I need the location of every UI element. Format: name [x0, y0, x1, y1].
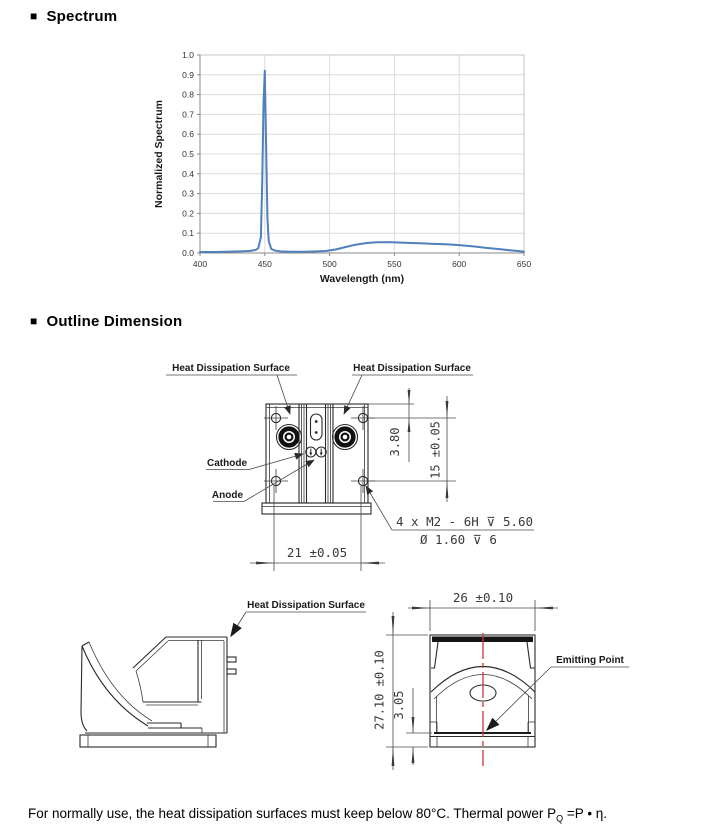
mount-lens-left — [277, 425, 302, 450]
y-tick-label: 0.2 — [182, 208, 194, 219]
y-tick-label: 1.0 — [182, 50, 194, 60]
y-tick-label: 0.1 — [182, 228, 194, 239]
cathode-label: Cathode — [207, 458, 247, 469]
heat-dissipation-label-left: Heat Dissipation Surface — [172, 363, 290, 374]
outline-heading-text: Outline Dimension — [46, 313, 183, 330]
thread-note-line1: 4 x M2 - 6H ⊽ 5.60 — [396, 514, 534, 529]
x-tick-label: 600 — [452, 259, 467, 269]
outline-dimension-drawing — [0, 350, 720, 795]
x-tick-label: 500 — [322, 259, 337, 269]
footer-subscript: Q — [556, 813, 564, 824]
y-tick-label: 0.6 — [182, 129, 194, 140]
square-bullet-icon: ■ — [30, 314, 38, 328]
dim-26: 26 ±0.10 — [452, 590, 514, 605]
x-axis-title: Wavelength (nm) — [319, 273, 405, 285]
mount-lens-right — [333, 425, 358, 450]
center-slot — [311, 414, 323, 440]
footer-text: For normally use, the heat dissipation surfaces must keep below 80°C. Thermal power P — [28, 806, 557, 821]
x-tick-label: 550 — [387, 259, 402, 269]
front-view-annotations — [166, 363, 534, 571]
y-axis-title: Normalized Spectrum — [153, 100, 165, 208]
dim-3-80: 3.80 — [388, 427, 402, 457]
spectrum-chart — [148, 42, 540, 294]
heat-dissipation-label-right: Heat Dissipation Surface — [353, 363, 471, 374]
y-tick-label: 0.5 — [182, 149, 194, 159]
dim-21: 21 ±0.05 — [286, 545, 348, 560]
end-view — [373, 590, 630, 770]
side-view — [80, 600, 366, 747]
y-tick-label: 0.8 — [182, 89, 194, 100]
dim-15: 15 ±0.05 — [428, 421, 443, 479]
y-tick-label: 0.0 — [182, 248, 194, 258]
y-tick-label: 0.4 — [182, 168, 194, 179]
x-tick-label: 400 — [192, 259, 208, 269]
footer-text-end: =P • η. — [563, 806, 608, 821]
footer-note — [28, 806, 708, 824]
anode-label: Anode — [211, 490, 243, 501]
electrode-pins — [306, 447, 326, 457]
spectrum-curve — [200, 71, 524, 252]
thread-note-line2: Ø 1.60 ⊽ 6 — [420, 532, 497, 547]
y-tick-label: 0.7 — [182, 109, 194, 120]
spectrum-heading-text: Spectrum — [46, 8, 118, 25]
dim-27-10: 27.10 ±0.10 — [372, 650, 387, 730]
front-view — [262, 404, 375, 514]
y-tick-label: 0.9 — [182, 69, 194, 80]
y-tick-label: 0.3 — [182, 188, 194, 199]
heat-dissipation-label-side: Heat Dissipation Surface — [247, 600, 365, 611]
square-bullet-icon: ■ — [30, 9, 38, 23]
emitting-point-label: Emitting Point — [556, 655, 624, 666]
x-tick-label: 450 — [257, 259, 272, 269]
x-tick-label: 650 — [516, 259, 532, 269]
outline-section-heading — [30, 313, 182, 330]
spectrum-section-heading — [30, 8, 117, 25]
dim-3-05: 3.05 — [392, 690, 406, 720]
